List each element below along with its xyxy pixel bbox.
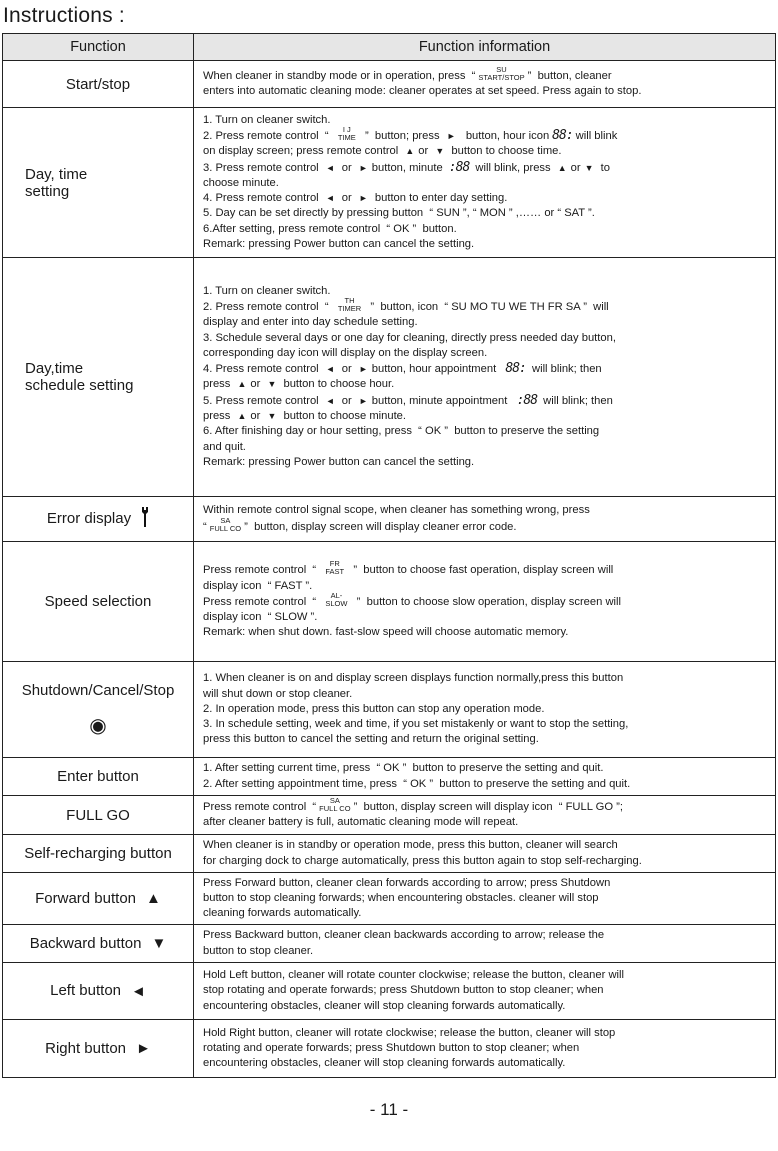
button-label-stack [325,560,344,576]
arrow-icon: ▲ [405,146,415,157]
info-text: 2. Press remote control “ [203,300,335,313]
info-text: When cleaner in standby mode or in operation, press “ [203,70,476,83]
function-info-cell [194,61,776,108]
button-label-text: AL- [330,590,343,600]
function-label: Shutdown/Cancel/Stop [21,681,175,699]
button-label-text: FR [329,559,340,569]
info-text: button, hour appointment [371,363,503,376]
info-text: “ [203,520,207,533]
function-cell [3,963,194,1020]
function-cell [3,542,194,662]
button-label-stack [210,517,241,533]
button-label-text: FAST [325,567,345,577]
info-text: Press remote control “ [203,564,323,577]
info-line [203,125,775,144]
info-line [203,206,775,221]
info-line [203,559,775,578]
function-cell [3,497,194,542]
info-text: ” button to choose slow operation, display screen will [350,595,621,608]
info-line [203,222,775,237]
info-text: to [597,161,610,174]
info-line [203,983,775,998]
seven-segment-display-icon: :88 [516,392,538,408]
arrow-icon: ► [358,193,368,204]
table-header-row [3,34,776,61]
arrow-icon: ◄ [325,162,335,173]
arrow-icon: ► [358,162,368,173]
table-row [3,542,776,662]
function-label: Enter button [57,768,139,785]
info-text: enters into automatic cleaning mode: cleaner operates at set speed. Press again to stop. [203,85,642,98]
right-arrow-icon: ► [136,1040,151,1058]
arrow-icon: ► [358,395,368,406]
info-text: ” button to choose fast operation, display screen will [347,564,614,577]
info-line [203,625,775,640]
info-text: stop rotating and operate forwards; press Shutdown button to stop cleaner; when [203,984,604,997]
info-text: ” button; press [358,129,443,142]
function-label: Backward button [29,934,142,952]
info-line [203,702,775,717]
function-info-cell [194,835,776,873]
info-text: button to stop cleaning forwards; when encountering obstacles. cleaner will stop [203,891,599,904]
info-text: will shut down or stop cleaner. [203,687,353,700]
info-line [203,968,775,983]
button-label-text: TIMER [337,304,362,314]
function-info-cell [194,963,776,1020]
info-text: ” button, icon “ SU MO TU WE TH FR SA ” will [364,300,609,313]
arrow-icon: ▲ [237,379,247,390]
info-text: or [338,161,355,174]
info-text: choose minute. [203,176,279,189]
info-text: display icon “ SLOW ”. [203,611,318,624]
function-info-cell [194,873,776,925]
button-label-text: FULL CO [319,804,351,814]
info-line [203,191,775,206]
function-cell [3,662,194,758]
info-text: 3. Schedule several days or one day for cleaning, directly press needed day button, [203,331,616,344]
info-text: ” button, cleaner [527,70,612,83]
button-label-text: SA [220,515,231,525]
info-line [203,393,775,409]
info-text: 3. Press remote control [203,161,322,174]
button-label-text: SA [329,796,340,806]
button-label-text: TIME [337,133,356,142]
table-row [3,258,776,497]
function-info-cell [194,497,776,542]
table-row [3,662,776,758]
button-label-stack [325,592,347,608]
seven-segment-display-icon: :88 [448,159,470,175]
info-line [203,579,775,594]
arrow-icon: ▼ [435,146,445,157]
info-text: 1. After setting current time, press “ OK ” button to preserve the setting and quit. [203,762,604,775]
function-cell [3,873,194,925]
function-info-cell [194,925,776,963]
seven-segment-display-icon: 88: [552,127,573,143]
function-label: FULL GO [66,806,130,824]
arrow-icon: ▼ [267,411,277,422]
info-line [203,761,775,776]
info-line [203,671,775,686]
button-label-text: TH [344,296,355,306]
info-text: ” button, display screen will display icon “ FULL GO ”; [353,801,623,814]
info-text: or [250,410,264,423]
info-text: for charging dock to charge automatically, press this button again to stop self-recharging. [203,854,642,867]
info-text: Hold Right button, cleaner will rotate clockwise; release the button, cleaner will stop [203,1026,616,1039]
info-text: press this button to cancel the setting and return the original setting. [203,733,539,746]
info-text: on display screen; press remote control [203,145,402,158]
info-text: Press Backward button, cleaner clean backwards according to arrow; release the [203,929,605,942]
info-line [203,409,775,424]
info-text: 6.After setting, press remote control “ OK ” button. [203,222,457,235]
info-text: 3. In schedule setting, week and time, if you set mistakenly or want to stop the setting, [203,718,629,731]
info-line [203,732,775,747]
function-info-cell [194,258,776,497]
function-cell [3,796,194,835]
seven-segment-display-icon: 88: [505,361,526,377]
info-line [203,1056,775,1071]
info-line [203,796,775,815]
function-cell [3,258,194,497]
table-row [3,61,776,108]
info-line [203,1026,775,1041]
info-text: When cleaner is in standby or operation mode, press this button, cleaner will search [203,839,618,852]
table-row [3,835,776,873]
power-button-icon: ◉ [89,714,107,737]
info-text: button to choose hour. [280,378,395,391]
info-text: 2. In operation mode, press this button can stop any operation mode. [203,702,545,715]
info-line [203,440,775,455]
function-cell [3,108,194,258]
info-text: Press Forward button, cleaner clean forwards according to arrow; press Shutdown [203,876,611,889]
info-text: Within remote control signal scope, when cleaner has something wrong, press [203,504,590,517]
info-text: rotating and operate forwards; press Shutdown button to stop cleaner; when [203,1041,580,1054]
button-label-text: SU [496,65,507,75]
info-text: button, minute [371,161,446,174]
function-label: Day,time schedule setting [25,360,134,394]
function-info-cell [194,542,776,662]
info-line [203,777,775,792]
function-cell [3,61,194,108]
function-label: Start/stop [65,75,131,93]
button-label-stack [338,126,356,142]
info-text: 2. After setting appointment time, press “ OK ” button to preserve the setting and quit. [203,777,631,790]
info-line [203,891,775,906]
info-text: corresponding day icon will display on the display screen. [203,346,488,359]
info-line [203,999,775,1014]
table-row [3,108,776,258]
info-text: button, minute appointment [371,394,514,407]
info-line [203,687,775,702]
info-text: or [338,363,355,376]
table-row [3,497,776,542]
function-cell [3,835,194,873]
info-line [203,331,775,346]
instructions-table [2,33,776,1078]
info-line [203,284,775,299]
function-label: Self-recharging button [24,845,172,862]
page-number: - 11 - [369,1100,409,1119]
info-text: or [338,192,355,205]
header-function-info: Function information [194,34,776,61]
info-text: will blink; then [528,363,602,376]
info-line [203,176,775,191]
info-line [203,928,775,943]
arrow-icon: ▲ [237,411,247,422]
table-row [3,1020,776,1078]
info-text: or [418,145,432,158]
info-text: press [203,410,234,423]
info-line [203,610,775,625]
info-line [203,944,775,959]
info-line [203,1041,775,1056]
left-arrow-icon: ◄ [131,982,146,1000]
info-line [203,346,775,361]
function-label: Speed selection [44,593,152,610]
info-text: will blink, press [472,161,554,174]
info-text: Hold Left button, cleaner will rotate counter clockwise; release the button, cleaner will [203,969,624,982]
info-text: 4. Press remote control [203,192,322,205]
info-line [203,361,775,377]
info-text: 1. Turn on cleaner switch. [203,113,331,126]
info-text: will blink [575,129,618,142]
function-info-cell [194,108,776,258]
info-text: cleaning forwards automatically. [203,907,362,920]
function-cell [3,925,194,963]
button-label-text: I J [342,125,351,134]
arrow-icon: ◄ [325,364,335,375]
function-info-cell [194,1020,776,1078]
info-text: display icon “ FAST ”. [203,579,313,592]
info-line [203,455,775,470]
button-label-text: SLOW [325,598,348,608]
info-line [203,854,775,869]
info-line [203,906,775,921]
info-text: Press remote control “ [203,801,317,814]
info-line [203,315,775,330]
function-info-cell [194,758,776,796]
info-text: button to enter day setting. [371,192,508,205]
function-label: Right button [45,1039,127,1057]
info-text: encountering obstacles, cleaner will stop cleaning forwards automatically. [203,999,566,1012]
arrow-icon: ◄ [325,395,335,406]
up-arrow-icon: ▲ [146,890,161,908]
info-line [203,144,775,159]
function-label: Forward button [35,889,137,907]
info-line [203,590,775,610]
info-text: 1. When cleaner is on and display screen displays function normally,press this button [203,672,624,685]
table-row [3,925,776,963]
info-text: Remark: pressing Power button can cancel the setting. [203,238,475,251]
info-text: Remark: pressing Power button can cancel the setting. [203,455,475,468]
info-text: 5. Day can be set directly by pressing button “ SUN ”, “ MON ” ,…… or “ SAT ”. [203,207,595,220]
wrench-icon [141,507,149,531]
button-label-stack [478,66,524,82]
arrow-icon: ▲ [557,162,567,173]
button-label-stack [338,297,361,313]
info-line [203,377,775,392]
info-line [203,84,775,99]
function-label: Left button [50,982,122,1000]
down-arrow-icon: ▼ [151,935,167,953]
info-line [203,160,775,176]
button-label-stack [319,797,350,813]
info-text: encountering obstacles, cleaner will stop cleaning forwards automatically. [203,1057,566,1070]
info-text: Press remote control “ [203,595,323,608]
info-line [203,503,775,518]
info-line [203,237,775,252]
info-text: button to choose minute. [280,410,407,423]
info-text: 1. Turn on cleaner switch. [203,284,331,297]
info-text: 4. Press remote control [203,363,322,376]
arrow-icon: ► [446,130,456,141]
info-line [203,424,775,439]
arrow-icon: ► [358,364,368,375]
info-text: button to choose time. [448,145,562,158]
info-text: 2. Press remote control “ [203,129,335,142]
info-text: ” button, display screen will display cleaner error code. [244,520,517,533]
info-line [203,515,775,535]
table-row [3,963,776,1020]
info-line [203,815,775,830]
arrow-icon: ▼ [267,379,277,390]
info-text: or [570,161,581,174]
info-text: 5. Press remote control [203,394,322,407]
info-text: press [203,378,234,391]
info-text: and quit. [203,440,246,453]
function-cell [3,1020,194,1078]
info-line [203,876,775,891]
function-cell [3,758,194,796]
function-label: Day, time setting [25,165,88,200]
info-line [203,296,775,315]
function-info-cell [194,662,776,758]
page-title: Instructions : [3,4,125,27]
info-text: button to stop cleaner. [203,944,314,957]
button-label-text: FULL CO [209,523,242,533]
table-row [3,873,776,925]
info-line [203,65,775,84]
info-line [203,717,775,732]
info-text: button, hour icon [459,129,550,142]
table-row [3,796,776,835]
info-text: or [338,394,355,407]
info-text: display and enter into day schedule setting. [203,316,418,329]
arrow-icon: ▼ [584,162,594,173]
info-text: after cleaner battery is full, automatic cleaning mode will repeat. [203,816,519,829]
info-line [203,113,775,128]
info-text: or [250,378,264,391]
function-info-cell [194,796,776,835]
info-text: will blink; then [540,394,613,407]
button-label-text: START/STOP [478,73,525,83]
table-row [3,758,776,796]
function-label: Error display [46,509,132,527]
info-line [203,838,775,853]
info-text: Remark: when shut down. fast-slow speed will choose automatic memory. [203,626,569,639]
header-function: Function [3,34,194,61]
table-body [3,61,776,1078]
arrow-icon: ◄ [325,193,335,204]
info-text: 6. After finishing day or hour setting, press “ OK ” button to preserve the setting [203,425,600,438]
